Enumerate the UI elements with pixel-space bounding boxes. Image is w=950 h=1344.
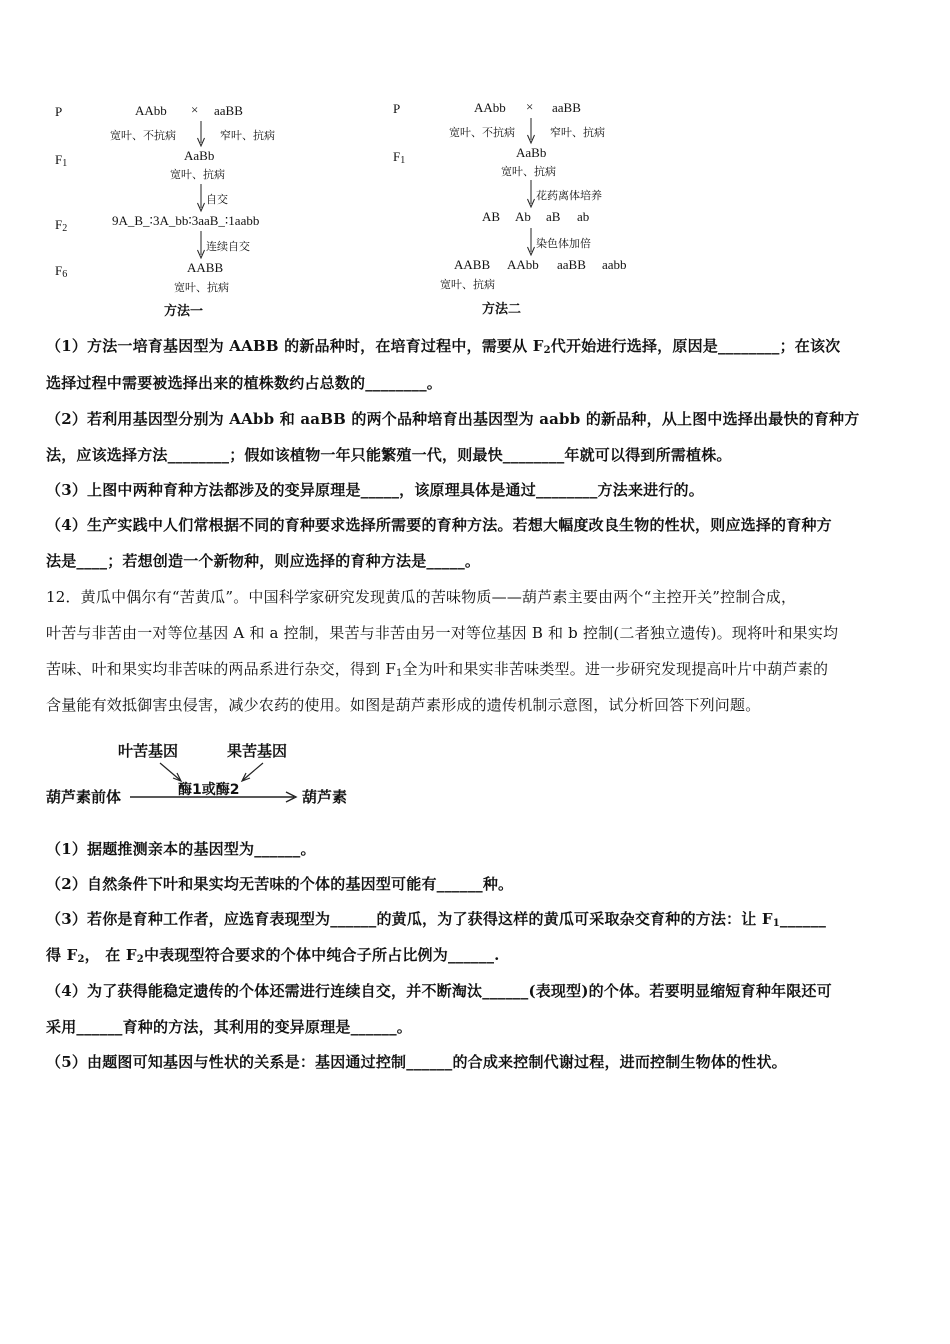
- m1-f2-ratio: 9A_B_∶3A_bb∶3aaB_∶1aabb: [112, 213, 260, 228]
- q11-line-2: 选择过程中需要被选择出来的植株数约占总数的________。: [46, 374, 443, 392]
- m1-caption: 方法一: [164, 304, 204, 319]
- m1-p-left-trait: 宽叶、不抗病: [110, 129, 176, 142]
- q12-sub-3: （3）若你是育种工作者，应选育表现型为______的黄瓜，为了获得这样的黄瓜可采取杂交育种的方法：让 $F_1\_\_\_\_\_\_$: [46, 910, 827, 929]
- m2-p-label: P: [393, 101, 401, 116]
- m2-p-right: aaBB: [552, 100, 581, 115]
- m1-f6-trait: 宽叶、抗病: [174, 281, 229, 294]
- q11-line-4: 法，应该选择方法________；假如该植物一年只能繁殖一代，则最快________年就可以得到所需植株。: [46, 446, 732, 464]
- m2-p-right-trait: 窄叶、抗病: [550, 126, 605, 139]
- m2-doubled-1: AABB: [454, 257, 491, 272]
- q11-line-1: （1）方法一培育基因型为 AABB 的新品种时，在培育过程中，需要从 $F_2$代开始进行选择，原因是________；在该次: [46, 337, 841, 356]
- q12-line-4: 含量能有效抵御害虫侵害，减少农药的使用。如图是葫芦素形成的遗传机制示意图，试分析回答下列问题。: [46, 696, 761, 714]
- m1-f1-genotype: AaBb: [184, 148, 215, 163]
- m1-f6-label: $F_6$: [55, 263, 68, 280]
- m1-p-label: P: [55, 104, 63, 119]
- m1-f1-trait: 宽叶、抗病: [170, 168, 225, 181]
- m1-p-right-trait: 窄叶、抗病: [220, 129, 275, 142]
- m2-gamete-2: Ab: [515, 209, 531, 224]
- m2-gamete-3: aB: [546, 209, 561, 224]
- fruit-bitter-gene: 果苦基因: [227, 742, 288, 760]
- precursor-label: 葫芦素前体: [46, 788, 122, 806]
- m1-f2-label: $F_2$: [55, 217, 68, 234]
- q11-line-3: （2）若利用基因型分别为 AAbb 和 aaBB 的两个品种培育出基因型为 aabb 的新品种，从上图中选择出最快的育种方: [46, 410, 860, 428]
- m2-p-left: AAbb: [474, 100, 506, 115]
- q11-line-7: 法是____；若想创造一个新物种，则应选择的育种方法是_____。: [46, 552, 481, 570]
- q12-line-1: 12．黄瓜中偶尔有“苦黄瓜”。中国科学家研究发现黄瓜的苦味物质——葫芦素主要由两个“主控开关”控制合成，: [46, 588, 797, 606]
- q11-line-5: （3）上图中两种育种方法都涉及的变异原理是_____，该原理具体是通过________方法来进行的。: [46, 481, 704, 499]
- enzyme-label: 酶1或酶2: [178, 782, 240, 798]
- m2-doubled-2: AAbb: [507, 257, 539, 272]
- m2-gamete-4: ab: [577, 209, 590, 224]
- q12-sub-3-cont: 得 $F_2$， 在 $F_2$中表现型符合要求的个体中纯合子所占比例为______.: [46, 946, 500, 965]
- q12-sub-1: （1）据题推测亲本的基因型为______。: [46, 840, 316, 858]
- m1-f1-label: $F_1$: [55, 152, 68, 169]
- q12-sub-2: （2）自然条件下叶和果实均无苦味的个体的基因型可能有______种。: [46, 875, 514, 893]
- q12-sub-4-cont: 采用______育种的方法，其利用的变异原理是______。: [46, 1018, 413, 1036]
- m2-p-left-trait: 宽叶、不抗病: [449, 126, 515, 139]
- q11-line-6: （4）生产实践中人们常根据不同的育种要求选择所需要的育种方法。若想大幅度改良生物的性状，则应选择的育种方: [46, 516, 832, 534]
- m1-f6-genotype: AABB: [187, 260, 224, 275]
- q12-line-2: 叶苦与非苦由一对等位基因 A 和 a 控制，果苦与非苦由另一对等位基因 B 和 b 控制(二者独立遗传)。现将叶和果实均: [46, 624, 839, 642]
- q12-line-3: 苦味、叶和果实均非苦味的两品系进行杂交，得到 $F_1$全为叶和果实非苦味类型。进一步研究发现提高叶片中葫芦素的: [46, 660, 829, 679]
- product-label: 葫芦素: [302, 788, 348, 806]
- m2-gamete-1: AB: [482, 209, 501, 224]
- m1-p-right: aaBB: [214, 103, 243, 118]
- m2-f1-label: $F_1$: [393, 149, 406, 166]
- m1-step-continuous-selfing: 连续自交: [206, 240, 250, 253]
- m2-doubled-3: aaBB: [557, 257, 586, 272]
- m1-p-left: AAbb: [135, 103, 167, 118]
- m2-step-chromosome-doubling: 染色体加倍: [536, 237, 591, 250]
- m2-cross: ×: [526, 99, 534, 114]
- m1-cross: ×: [191, 102, 199, 117]
- m1-step-selfing: 自交: [206, 193, 228, 206]
- q12-sub-4: （4）为了获得能稳定遗传的个体还需进行连续自交，并不断淘汰______(表现型)的个体。若要明显缩短育种年限还可: [46, 982, 832, 1000]
- m2-doubled-4: aabb: [602, 257, 627, 272]
- q12-sub-5: （5）由题图可知基因与性状的关系是：基因通过控制______的合成来控制代谢过程，进而控制生物体的性状。: [46, 1053, 787, 1071]
- m2-step-anther-culture: 花药离体培养: [536, 189, 602, 202]
- m2-doubled-trait: 宽叶、抗病: [440, 278, 495, 291]
- m2-f1-genotype: AaBb: [516, 145, 547, 160]
- leaf-bitter-gene: 叶苦基因: [118, 742, 179, 760]
- m2-caption: 方法二: [482, 302, 522, 317]
- m2-f1-trait: 宽叶、抗病: [501, 165, 556, 178]
